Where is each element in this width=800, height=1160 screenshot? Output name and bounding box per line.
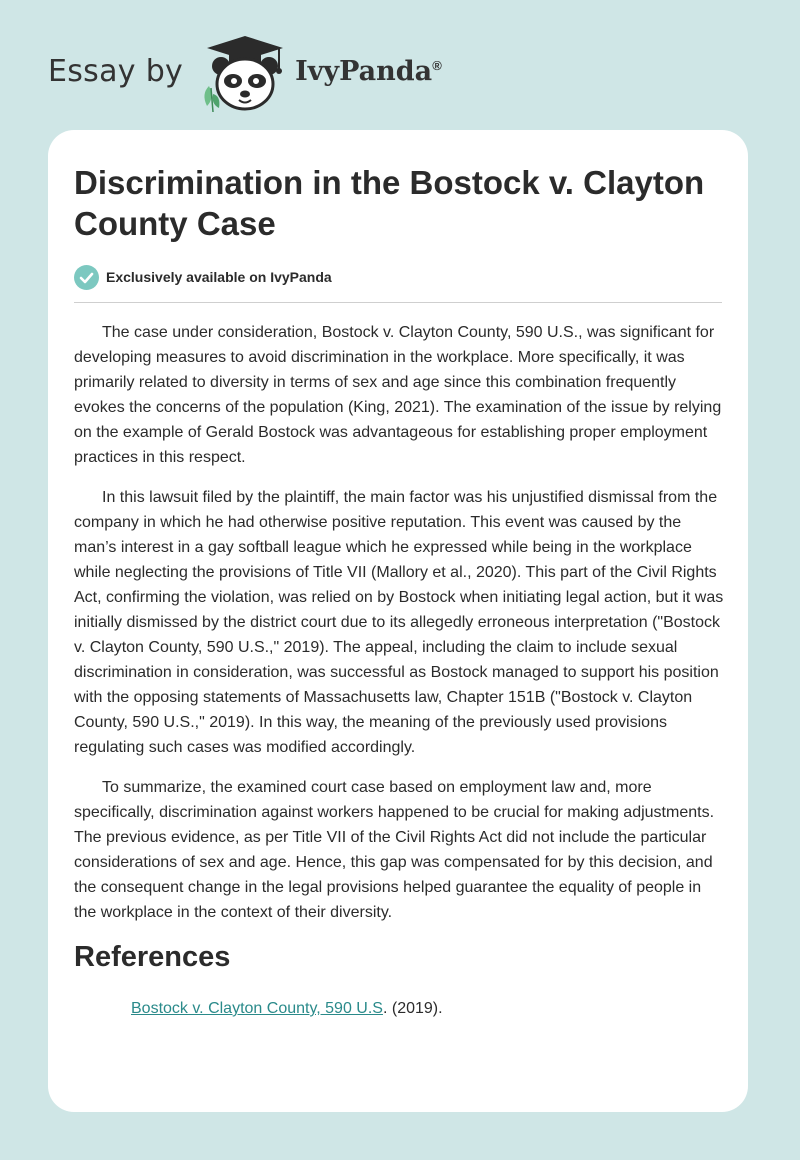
reference-rest: . (2019).: [382, 1000, 443, 1017]
badge-label: Exclusively available on IvyPanda: [106, 269, 332, 285]
essay-body: [74, 320, 724, 1036]
check-circle-icon: [74, 265, 99, 290]
references-heading: References: [74, 941, 231, 973]
reference-link[interactable]: Bostock v. Clayton County, 590 U.S: [131, 1000, 383, 1017]
reference-item: [74, 996, 724, 1021]
ivypanda-logo-icon[interactable]: [199, 34, 291, 114]
essay-card: [48, 130, 748, 1112]
paragraph: In this lawsuit filed by the plaintiff, the main factor was his unjustified dismissal from the company in which he had otherwise positive reputation. This event was caused by the man’s interest in a gay softball league which he expressed while being in the workplace while neglecting the provisions of Title VII (Mallory et al., 2020). This part of the Civil Rights Act, confirming the violation, was relied on by Bostock when initiating legal action, but it was initially dismissed by the district court due to its allegedly erroneous interpretation ("Bostock v. Clayton County, 590 U.S.," 2019). The appeal, including the claim to include sexual discrimination in consideration, was successful as Bostock managed to support his position with the opposing statements of Massachusetts law, Chapter 151B ("Bostock v. Clayton County, 590 U.S.," 2019). In this way, the meaning of the previously used provisions regulating such cases was modified accordingly.: [74, 489, 724, 756]
registered-mark: ®: [432, 57, 442, 73]
page-title: Discrimination in the Bostock v. Clayton County Case: [74, 164, 705, 242]
paragraph: To summarize, the examined court case based on employment law and, more specifically, discrimination against workers happened to be crucial for making adjustments. The previous evidence, as per Title VII of the Civil Rights Act did not include the particular considerations of sex and age. Hence, this gap was compensated for by this decision, and the consequent change in the legal provisions helped guarantee the equality of people in the workplace in the context of their diversity.: [74, 779, 715, 921]
brand-name[interactable]: IvyPanda®: [295, 55, 442, 87]
exclusive-badge: [74, 264, 332, 290]
paragraph: The case under consideration, Bostock v. Clayton County, 590 U.S., was significant for developing measures to avoid discrimination in the workplace. More specifically, it was primarily related to diversity in terms of sex and age since this combination frequently evokes the concerns of the population (King, 2021). The examination of the issue by relying on the example of Gerald Bostock was advantageous for establishing proper employment practices in this respect.: [74, 324, 722, 466]
divider: [74, 302, 722, 303]
brand-prefix: Essay by: [48, 53, 184, 89]
brand-header: [48, 34, 442, 114]
